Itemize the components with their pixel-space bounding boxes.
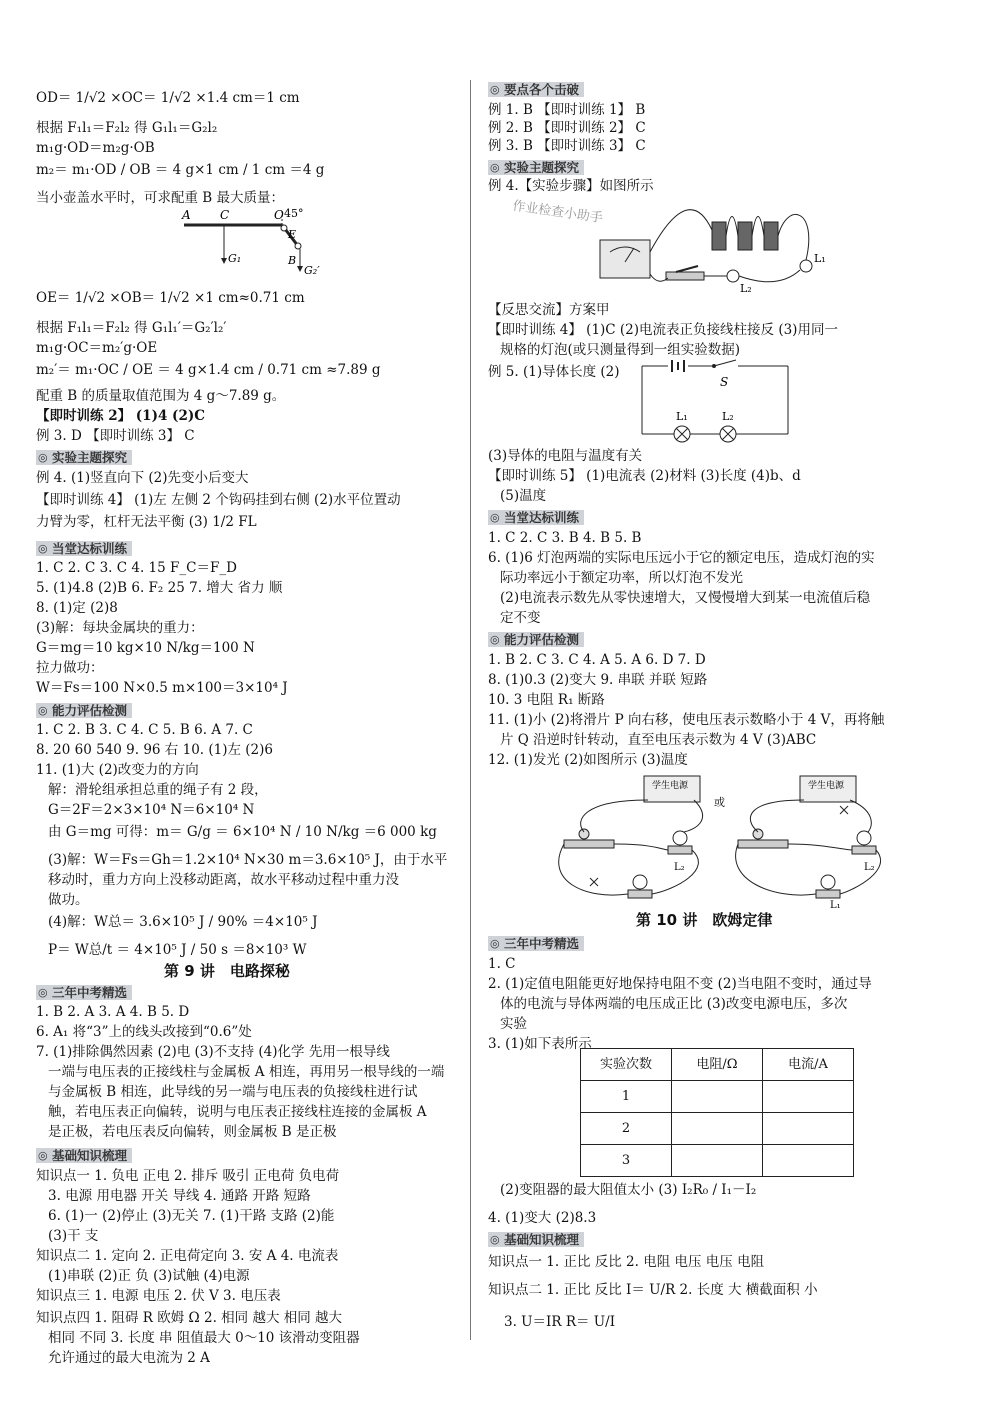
text-line: 触，若电压表正向偏转，说明与电压表正接线柱连接的金属板 A <box>48 1104 427 1120</box>
watermark-text: 作业检查小助手 <box>511 198 604 227</box>
text-line: 做功。 <box>48 892 89 908</box>
table-row <box>581 1145 854 1177</box>
text-line: (2)电流表示数先从零快速增大，又慢慢增大到某一电流值后稳 <box>500 590 871 606</box>
text-line: m₁g·OD＝m₂g·OB <box>36 140 155 156</box>
text-line: 【即时训练 2】 (1)4 (2)C <box>36 408 205 424</box>
text-line: 11. (1)小 (2)将滑片 P 向右移，使电压表示数略小于 4 V，再将触 <box>488 712 885 728</box>
fig-label-l1b: L₁ <box>830 900 841 911</box>
fig-label-e: E <box>288 228 297 241</box>
text-line: 知识点一 1. 负电 正电 2. 排斥 吸引 正电荷 负电荷 <box>36 1168 340 1184</box>
text-line: 是正极，若电压表反向偏转，则金属板 B 是正极 <box>48 1124 337 1140</box>
fig-label-c: C <box>220 208 230 222</box>
text-line: 由 G＝mg 可得：m＝ G/g ＝ 6×10⁴ N / 10 N/kg ＝6 000 kg <box>48 824 437 840</box>
text-line: W＝Fs＝100 N×0.5 m×100＝3×10⁴ J <box>36 680 288 696</box>
section-header: ◎ 能力评估检测 <box>36 703 132 718</box>
text-line: 例 4. (1)竖直向下 (2)先变小后变大 <box>36 470 249 486</box>
table-cell <box>672 1081 763 1113</box>
text-line: (3)解：每块金属块的重力： <box>36 620 204 636</box>
text-line: 6. (1)一 (2)停止 (3)无关 7. (1)干路 支路 (2)能 <box>48 1208 335 1224</box>
text-line: (3)干 支 <box>48 1228 99 1244</box>
text-line: 例 2. B 【即时训练 2】 C <box>488 120 646 136</box>
text-line: 知识点二 1. 定向 2. 正电荷定向 3. 安 A 4. 电流表 <box>36 1248 339 1264</box>
table-cell: 2 <box>581 1113 672 1145</box>
text-line: 例 4.【实验步骤】如图所示 <box>488 178 654 194</box>
series-circuit-figure <box>588 190 828 300</box>
table-row <box>581 1113 854 1145</box>
text-line: 1. B 2. A 3. A 4. B 5. D <box>36 1004 190 1020</box>
table-header: 实验次数 <box>581 1049 672 1081</box>
text-line: (1)串联 (2)正 负 (3)试触 (4)电源 <box>48 1268 250 1284</box>
section-header: ◎ 三年中考精选 <box>36 985 132 1000</box>
text-line: G＝mg＝10 kg×10 N/kg＝100 N <box>36 640 255 656</box>
section-header: ◎ 能力评估检测 <box>488 632 584 647</box>
text-line: 规格的灯泡(或只测量得到一组实验数据) <box>500 342 741 358</box>
text-line: m₁g·OC＝m₂′g·OE <box>36 340 158 356</box>
text-line: (2)变阻器的最大阻值太小 (3) I₂R₀ / I₁－I₂ <box>500 1182 757 1198</box>
text-line: 与金属板 B 相连，此导线的另一端与电压表的负接线柱进行试 <box>48 1084 418 1100</box>
fig-label-angle: 45° <box>284 207 304 220</box>
text-line: (3)导体的电阻与温度有关 <box>488 448 643 464</box>
text-line: 体的电流与导体两端的电压成正比 (3)改变电源电压，多次 <box>500 996 848 1012</box>
fig-label-b: B <box>288 254 297 267</box>
fig-label-g2: G₂′ <box>304 264 320 277</box>
table-cell: 3 <box>581 1145 672 1177</box>
column-divider <box>470 80 471 1340</box>
text-line: 11. (1)大 (2)改变力的方向 <box>36 762 199 778</box>
text-line: 【即时训练 5】 (1)电流表 (2)材料 (3)长度 (4)b、d <box>488 468 801 484</box>
text-line: 10. 3 电阻 R₁ 断路 <box>488 692 605 708</box>
text-line: 知识点二 1. 正比 反比 I＝ U/R 2. 长度 大 横截面积 小 <box>488 1282 818 1298</box>
text-line: 3. U＝IR R＝ U/I <box>504 1314 616 1330</box>
fig-label-o: O <box>274 208 284 222</box>
section-header: ◎ 实验主题探究 <box>488 160 584 175</box>
fig-label-power-a: 学生电源 <box>652 781 689 791</box>
text-line: OE＝ 1/√2 ×OB＝ 1/√2 ×1 cm≈0.71 cm <box>36 290 305 306</box>
text-line: 1. C 2. C 3. B 4. B 5. B <box>488 530 642 546</box>
fig-label-l1: L₁ <box>676 410 688 423</box>
fig-label-l2: L₂ <box>722 410 734 423</box>
text-line: 1. C 2. C 3. C 4. 15 F_C＝F_D <box>36 560 237 576</box>
fig-label-l1: L₁ <box>814 252 826 265</box>
text-line: m₂＝ m₁·OD / OB ＝ 4 g×1 cm / 1 cm ＝4 g <box>36 162 325 178</box>
text-line: 移动时，重力方向上没移动距离，故水平移动过程中重力没 <box>48 872 399 888</box>
text-line: 根据 F₁l₁＝F₂l₂ 得 G₁l₁＝G₂l₂ <box>36 120 218 136</box>
text-line: 力臂为零，杠杆无法平衡 (3) 1/2 FL <box>36 514 257 530</box>
text-line: 知识点一 1. 正比 反比 2. 电阻 电压 电压 电阻 <box>488 1254 765 1270</box>
table-cell: 1 <box>581 1081 672 1113</box>
text-line: 拉力做功： <box>36 660 104 676</box>
text-line: 定不变 <box>500 610 541 626</box>
text-line: 相同 不同 3. 长度 串 阻值最大 0～10 该滑动变阻器 <box>48 1330 360 1346</box>
table-header: 电阻/Ω <box>672 1049 763 1081</box>
text-line: 8. 20 60 540 9. 96 右 10. (1)左 (2)6 <box>36 742 273 758</box>
fig-label-l2a: L₂ <box>674 862 685 873</box>
section-header: ◎ 三年中考精选 <box>488 936 584 951</box>
section-header: ◎ 基础知识梳理 <box>488 1232 584 1247</box>
text-line: 例 5. (1)导体长度 (2) <box>488 364 620 380</box>
text-line: 【即时训练 4】 (1)左 左侧 2 个钩码挂到右侧 (2)水平位置动 <box>36 492 401 508</box>
text-line: 根据 F₁l₁＝F₂l₂ 得 G₁l₁′＝G₂′l₂′ <box>36 320 227 336</box>
text-line: 配重 B 的质量取值范围为 4 g～7.89 g。 <box>36 388 286 404</box>
text-line: 允许通过的最大电流为 2 A <box>48 1350 210 1366</box>
fig-label-or: 或 <box>714 796 725 809</box>
text-line: 2. (1)定值电阻能更好地保持电阻不变 (2)当电阻不变时，通过导 <box>488 976 872 992</box>
lever-figure <box>176 207 320 280</box>
text-line: 例 3. B 【即时训练 3】 C <box>488 138 646 154</box>
table-cell <box>672 1145 763 1177</box>
text-line: 12. (1)发光 (2)如图所示 (3)温度 <box>488 752 688 768</box>
text-line: 8. (1)0.3 (2)变大 9. 串联 并联 短路 <box>488 672 708 688</box>
section-header: ◎ 当堂达标训练 <box>36 541 132 556</box>
text-line: OD＝ 1/√2 ×OC＝ 1/√2 ×1.4 cm＝1 cm <box>36 90 300 106</box>
text-line: m₂′＝ m₁·OC / OE ＝ 4 g×1.4 cm / 0.71 cm ≈7.89 g <box>36 362 381 378</box>
text-line: P＝ W总/t ＝ 4×10⁵ J / 50 s ＝8×10³ W <box>48 942 307 958</box>
text-line: 4. (1)变大 (2)8.3 <box>488 1210 597 1226</box>
text-line: 片 Q 沿逆时针转动，直至电压表示数为 4 V (3)ABC <box>500 732 817 748</box>
table-cell <box>763 1113 854 1145</box>
text-line: (4)解：W总＝ 3.6×10⁵ J / 90% ＝4×10⁵ J <box>48 914 318 930</box>
text-line: 6. A₁ 将“3”上的线头改接到“0.6”处 <box>36 1024 252 1040</box>
text-line: 例 1. B 【即时训练 1】 B <box>488 102 646 118</box>
text-line: (5)温度 <box>500 488 547 504</box>
text-line: 1. B 2. C 3. C 4. A 5. A 6. D 7. D <box>488 652 706 668</box>
text-line: 实验 <box>500 1016 527 1032</box>
fig-label-g1: G₁ <box>228 252 242 265</box>
lecture-title: 第 10 讲 欧姆定律 <box>636 911 773 929</box>
text-line: G＝2F＝2×3×10⁴ N＝6×10⁴ N <box>48 802 255 818</box>
section-header: ◎ 基础知识梳理 <box>36 1148 132 1163</box>
table-row <box>581 1081 854 1113</box>
table-header: 电流/A <box>763 1049 854 1081</box>
text-line: 解：滑轮组承担总重的绳子有 2 段， <box>48 782 268 798</box>
text-line: 7. (1)排除偶然因素 (2)电 (3)不支持 (4)化学 先用一根导线 <box>36 1044 390 1060</box>
section-header: ◎ 当堂达标训练 <box>488 510 584 525</box>
text-line: 8. (1)定 (2)8 <box>36 600 118 616</box>
fig-label-s: S <box>720 375 729 389</box>
circuit-options-figure <box>544 770 924 910</box>
text-line: 当小壶盖水平时，可求配重 B 最大质量： <box>36 190 285 206</box>
fig-label-l2b: L₂ <box>864 862 875 873</box>
text-line: 1. C 2. B 3. C 4. C 5. B 6. A 7. C <box>36 722 253 738</box>
fig-label-power-b: 学生电源 <box>808 781 845 791</box>
table-header-row <box>581 1049 854 1081</box>
fig-label-a: A <box>182 208 191 222</box>
text-line: 【反思交流】方案甲 <box>488 302 610 318</box>
table-cell <box>763 1145 854 1177</box>
lecture-title: 第 9 讲 电路探秘 <box>164 962 290 980</box>
parallel-circuit-figure <box>638 358 798 442</box>
text-line: 一端与电压表的正接线柱与金属板 A 相连，再用另一根导线的一端 <box>48 1064 445 1080</box>
text-line: 1. C <box>488 956 516 972</box>
text-line: 【即时训练 4】 (1)C (2)电流表正负接线柱接反 (3)用同一 <box>488 322 838 338</box>
text-line: (3)解：W＝Fs＝Gh＝1.2×10⁴ N×30 m＝3.6×10⁵ J，由于水平 <box>48 852 448 868</box>
text-line: 例 3. D 【即时训练 3】 C <box>36 428 195 444</box>
section-header: ◎ 实验主题探究 <box>36 450 132 465</box>
text-line: 际功率远小于额定功率，所以灯泡不发光 <box>500 570 743 586</box>
fig-label-l2: L₂ <box>740 282 752 295</box>
table-cell <box>763 1081 854 1113</box>
text-line: 6. (1)6 灯泡两端的实际电压远小于它的额定电压，造成灯泡的实 <box>488 550 875 566</box>
text-line: 3. 电源 用电器 开关 导线 4. 通路 开路 短路 <box>48 1188 311 1204</box>
text-line: 3. (1)如下表所示 <box>488 1036 592 1052</box>
section-header: ◎ 要点各个击破 <box>488 82 584 97</box>
data-table <box>580 1048 854 1177</box>
table-cell <box>672 1113 763 1145</box>
text-line: 5. (1)4.8 (2)B 6. F₂ 25 7. 增大 省力 顺 <box>36 580 283 596</box>
text-line: 知识点四 1. 阻碍 R 欧姆 Ω 2. 相同 越大 相同 越大 <box>36 1310 343 1326</box>
text-line: 知识点三 1. 电源 电压 2. 伏 V 3. 电压表 <box>36 1288 281 1304</box>
